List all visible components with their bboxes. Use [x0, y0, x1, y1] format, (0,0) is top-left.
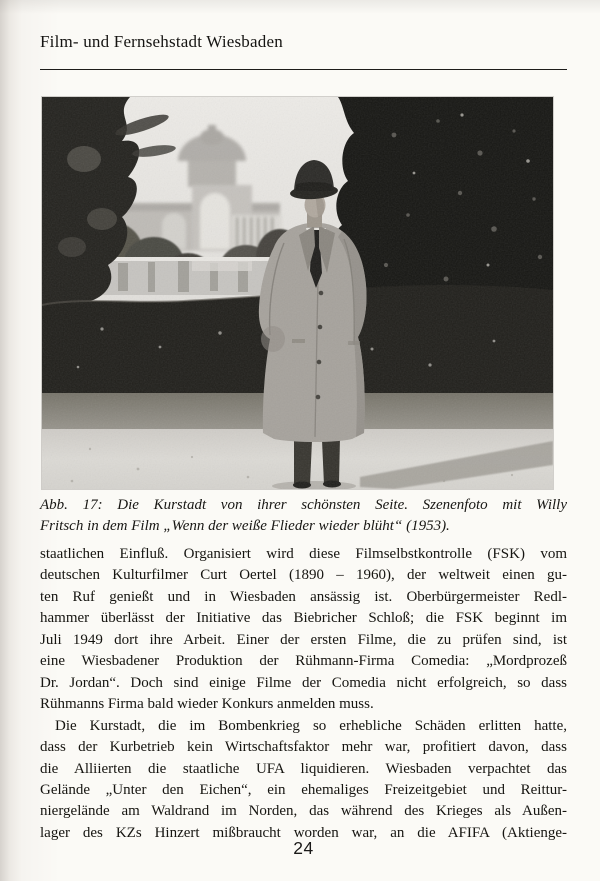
body-line: lager des KZs Hinzert mißbraucht worden war, an die AFIFA (Aktienge-: [40, 824, 567, 841]
film-grain-overlay: [42, 97, 553, 489]
body-line: hammer überlässt der Initiative das Biebricher Schloß; die FSK beginnt im: [40, 610, 567, 627]
caption-line: Fritsch in dem Film „Wenn der weiße Flieder wieder blüht“ (1953).: [40, 517, 450, 534]
page-number: 24: [293, 838, 314, 858]
caption-line: Abb. 17: Die Kurstadt von ihrer schönsten Seite. Szenenfoto mit Willy: [40, 497, 567, 513]
body-line: staatlichen Einfluß. Organisiert wird diese Filmselbstkontrolle (FSK) vom: [40, 546, 567, 562]
scene-photo: [42, 97, 553, 489]
body-line: ten Ruf genießt und in Wiesbaden ansässig ist. Oberbürgermeister Redl-: [40, 588, 567, 605]
body-line: Rühmanns Firma bald wieder Konkurs anmelden muss.: [40, 696, 374, 713]
header-rule: [40, 69, 567, 70]
body-line: Juli 1949 dort ihre Arbeit. Einer der ersten Filme, die zu prüfen sind, ist: [40, 631, 567, 648]
body-line: Die Kurstadt, die im Bombenkrieg so erhebliche Schäden erlitten hatte,: [55, 717, 567, 734]
figure-caption: [40, 495, 567, 536]
body-line: die Alliierten die staatliche UFA liquidieren. Wiesbaden verpachtet das: [40, 760, 567, 777]
body-line: Dr. Jordan“. Doch sind einige Filme der Comedia nicht erfolgreich, so dass: [40, 674, 567, 691]
body-line: dass der Kurbetrieb kein Wirtschaftsfaktor mehr war, profitiert davon, dass: [40, 739, 567, 756]
paragraph-2: [40, 716, 567, 845]
body-line: Gelände „Unter den Eichen“, ein ehemaliges Freizeitgebiet und Reittur-: [40, 781, 567, 798]
body-text: [40, 544, 567, 844]
scene-photo-svg: [42, 97, 553, 489]
body-line: deutschen Kulturfilmer Curt Oertel (1890 – 1960), der weltweit einen gu-: [40, 567, 567, 584]
paragraph-1: [40, 544, 567, 716]
body-line: eine Wiesbadener Produktion der Rühmann-Firma Comedia: „Mordprozeß: [40, 653, 567, 670]
running-header: Film- und Fernsehstadt Wiesbaden: [40, 32, 283, 51]
body-line: niergelände am Waldrand im Norden, das während des Krieges als Außen-: [40, 803, 567, 820]
